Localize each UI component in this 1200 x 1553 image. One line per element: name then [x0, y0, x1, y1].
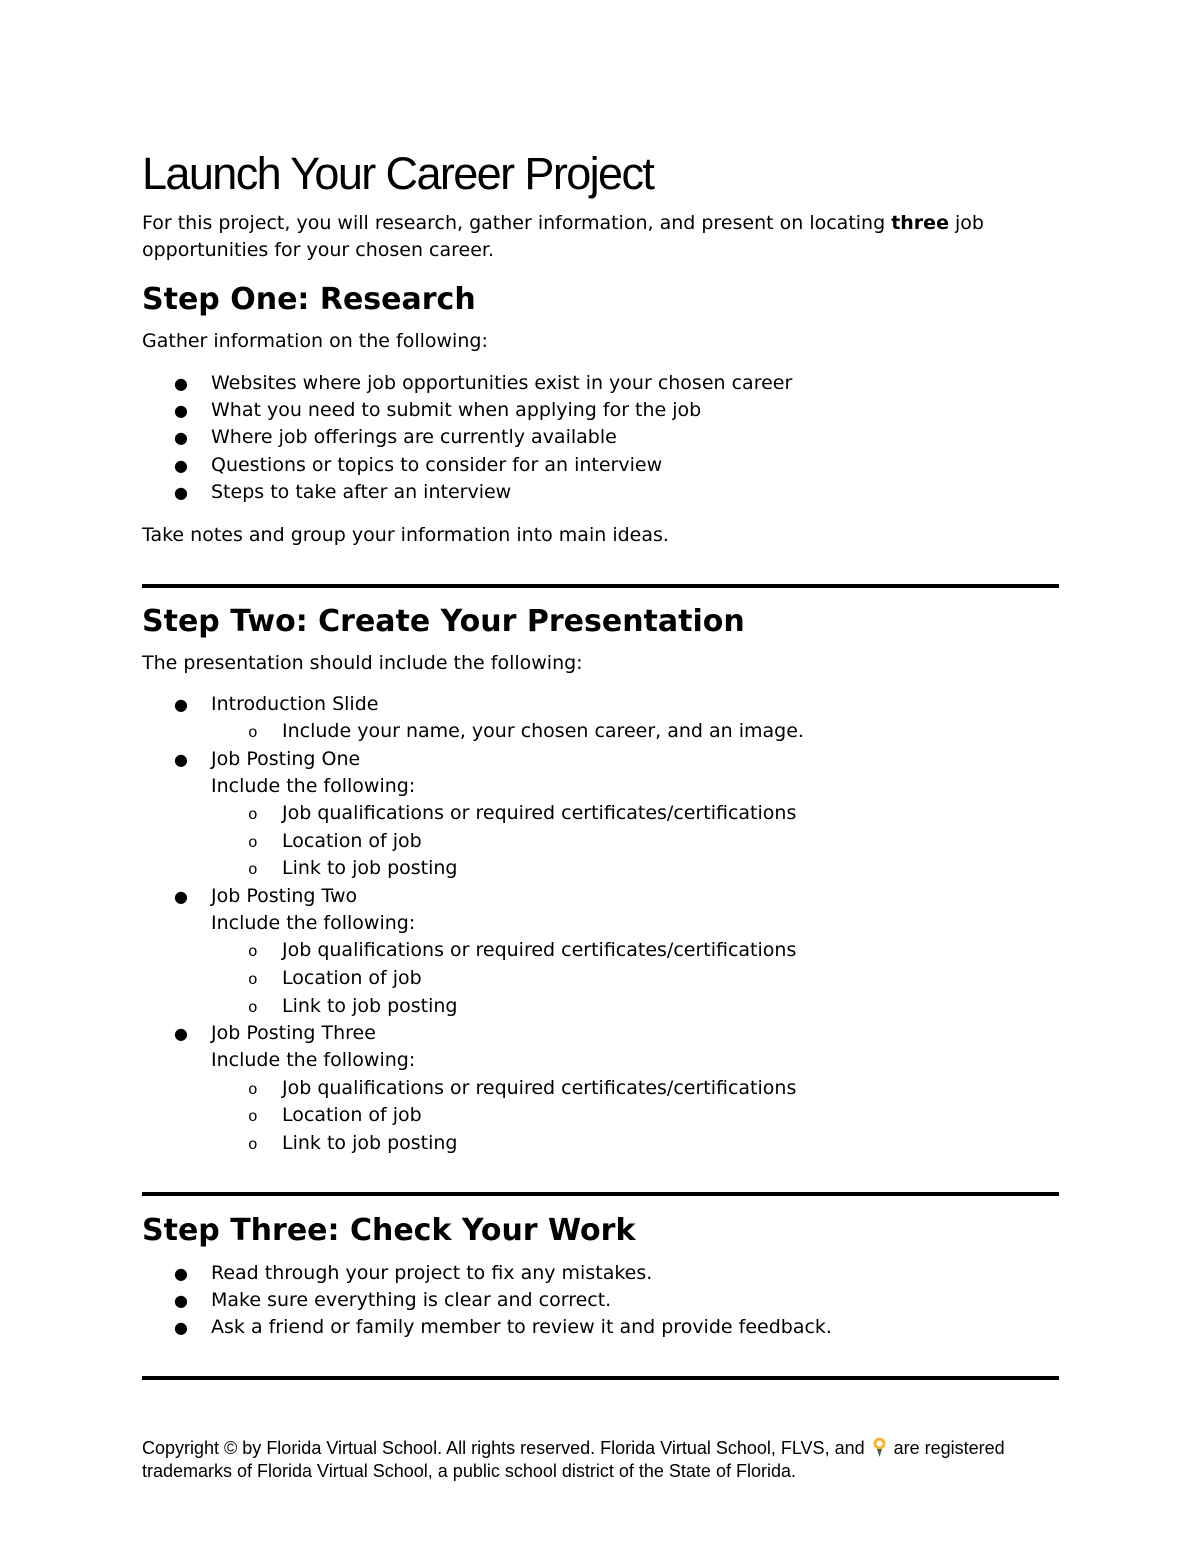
sub-list-item-text: Location of job — [282, 829, 422, 852]
step-three-list — [142, 1260, 832, 1342]
list-item — [142, 370, 792, 397]
list-item-job-posting-three — [142, 1020, 804, 1157]
step-one-lead: Gather information on the following: — [142, 330, 488, 352]
copyright-footer — [142, 1436, 1062, 1483]
circle-bullet-icon: o — [248, 833, 258, 852]
list-item-text: Make sure everything is clear and correct. — [211, 1289, 612, 1312]
list-item — [142, 1260, 832, 1287]
page-title: Launch Your Career Project — [142, 148, 654, 199]
step-two-list — [142, 691, 804, 1157]
bullet-icon: ● — [174, 695, 188, 714]
sub-list-item — [211, 965, 804, 993]
sub-list-item-text: Link to job posting — [282, 1131, 458, 1154]
step-two-heading: Step Two: Create Your Presentation — [142, 604, 745, 639]
section-divider — [142, 584, 1059, 588]
list-item — [142, 1287, 832, 1314]
bullet-icon: ● — [174, 886, 188, 906]
circle-bullet-icon: o — [248, 1108, 258, 1127]
list-item-introduction-slide — [142, 691, 804, 746]
sub-list-item-text: Job qualifications or required certificates/certifications — [282, 802, 797, 825]
sub-list-item — [211, 828, 804, 856]
section-divider — [142, 1192, 1059, 1196]
intro-text-end: job opportunities for your chosen career. — [142, 212, 984, 261]
list-item-text: Steps to take after an interview — [211, 480, 512, 503]
bullet-icon: ● — [174, 401, 188, 421]
sub-list — [211, 800, 804, 883]
bullet-icon: ● — [174, 482, 188, 502]
sub-list-item — [211, 937, 804, 965]
sub-list-item-text: Job qualifications or required certificates/certifications — [282, 1076, 797, 1099]
circle-bullet-icon: o — [248, 1135, 258, 1154]
list-item-note: Include the following: — [211, 1049, 416, 1072]
circle-bullet-icon: o — [248, 1080, 258, 1099]
circle-bullet-icon: o — [248, 806, 258, 825]
sub-list-item-text: Link to job posting — [282, 994, 458, 1017]
list-item-text: Where job offerings are currently available — [211, 426, 617, 449]
list-item — [142, 1314, 832, 1341]
list-item — [142, 397, 792, 424]
sub-list-item-text: Link to job posting — [282, 857, 458, 880]
step-one-heading: Step One: Research — [142, 282, 476, 317]
copyright-text-start: Copyright © by Florida Virtual School. All rights reserved. Florida Virtual School, FLVS, and — [142, 1438, 865, 1458]
sub-list-item — [211, 1075, 804, 1103]
list-item-note: Include the following: — [211, 912, 416, 935]
list-item-label: Job Posting Two — [211, 884, 358, 907]
bullet-icon: ● — [174, 1291, 188, 1311]
step-two-lead: The presentation should include the following: — [142, 652, 583, 674]
list-item-text: Websites where job opportunities exist in your chosen career — [211, 372, 793, 394]
sub-list-item-text: Location of job — [282, 966, 422, 989]
list-item-text: Questions or topics to consider for an interview — [211, 453, 663, 476]
circle-bullet-icon: o — [248, 998, 258, 1017]
circle-bullet-icon: o — [248, 861, 258, 880]
step-three-heading: Step Three: Check Your Work — [142, 1213, 636, 1248]
list-item-text: What you need to submit when applying for the job — [211, 399, 702, 422]
copyright-text-end: are registered trademarks of Florida Virtual School, a public school district of the State of Florida. — [142, 1438, 1005, 1481]
list-item — [142, 424, 792, 451]
bullet-icon: ● — [174, 1318, 188, 1338]
list-item-label: Introduction Slide — [211, 693, 379, 715]
intro-paragraph — [142, 210, 1067, 264]
list-item-label: Job Posting Three — [211, 1022, 376, 1045]
intro-emphasis: three — [891, 212, 949, 234]
sub-list-item — [211, 800, 804, 828]
bullet-icon: ● — [174, 455, 188, 475]
bullet-icon: ● — [174, 1264, 188, 1283]
circle-bullet-icon: o — [248, 943, 258, 962]
step-one-closing: Take notes and group your information into main ideas. — [142, 524, 669, 546]
step-one-list — [142, 370, 792, 506]
bullet-icon: ● — [174, 1024, 188, 1044]
sub-list-item — [211, 855, 804, 883]
sub-list-item-text: Location of job — [282, 1104, 422, 1127]
bullet-icon: ● — [174, 428, 188, 448]
list-item-job-posting-two — [142, 883, 804, 1020]
sub-list — [211, 718, 804, 746]
bullet-icon: ● — [174, 749, 188, 769]
list-item — [142, 452, 792, 479]
sub-list-item-text: Include your name, your chosen career, and an image. — [282, 720, 804, 743]
list-item-text: Read through your project to fix any mistakes. — [211, 1262, 653, 1284]
sub-list — [211, 1075, 804, 1158]
circle-bullet-icon: o — [248, 970, 258, 989]
list-item-job-posting-one — [142, 746, 804, 883]
intro-text-start: For this project, you will research, gather information, and present on locating — [142, 212, 892, 234]
list-item-label: Job Posting One — [211, 747, 361, 770]
sub-list-item — [211, 718, 804, 746]
list-item-note: Include the following: — [211, 775, 416, 797]
flvs-logo-icon — [871, 1436, 888, 1458]
section-divider — [142, 1376, 1059, 1380]
sub-list — [211, 937, 804, 1020]
circle-bullet-icon: o — [248, 724, 258, 743]
sub-list-item-text: Job qualifications or required certificates/certifications — [282, 939, 797, 962]
list-item-text: Ask a friend or family member to review it and provide feedback. — [211, 1316, 832, 1339]
list-item — [142, 479, 792, 506]
bullet-icon: ● — [174, 374, 188, 393]
sub-list-item — [211, 1130, 804, 1158]
sub-list-item — [211, 993, 804, 1021]
sub-list-item — [211, 1102, 804, 1130]
